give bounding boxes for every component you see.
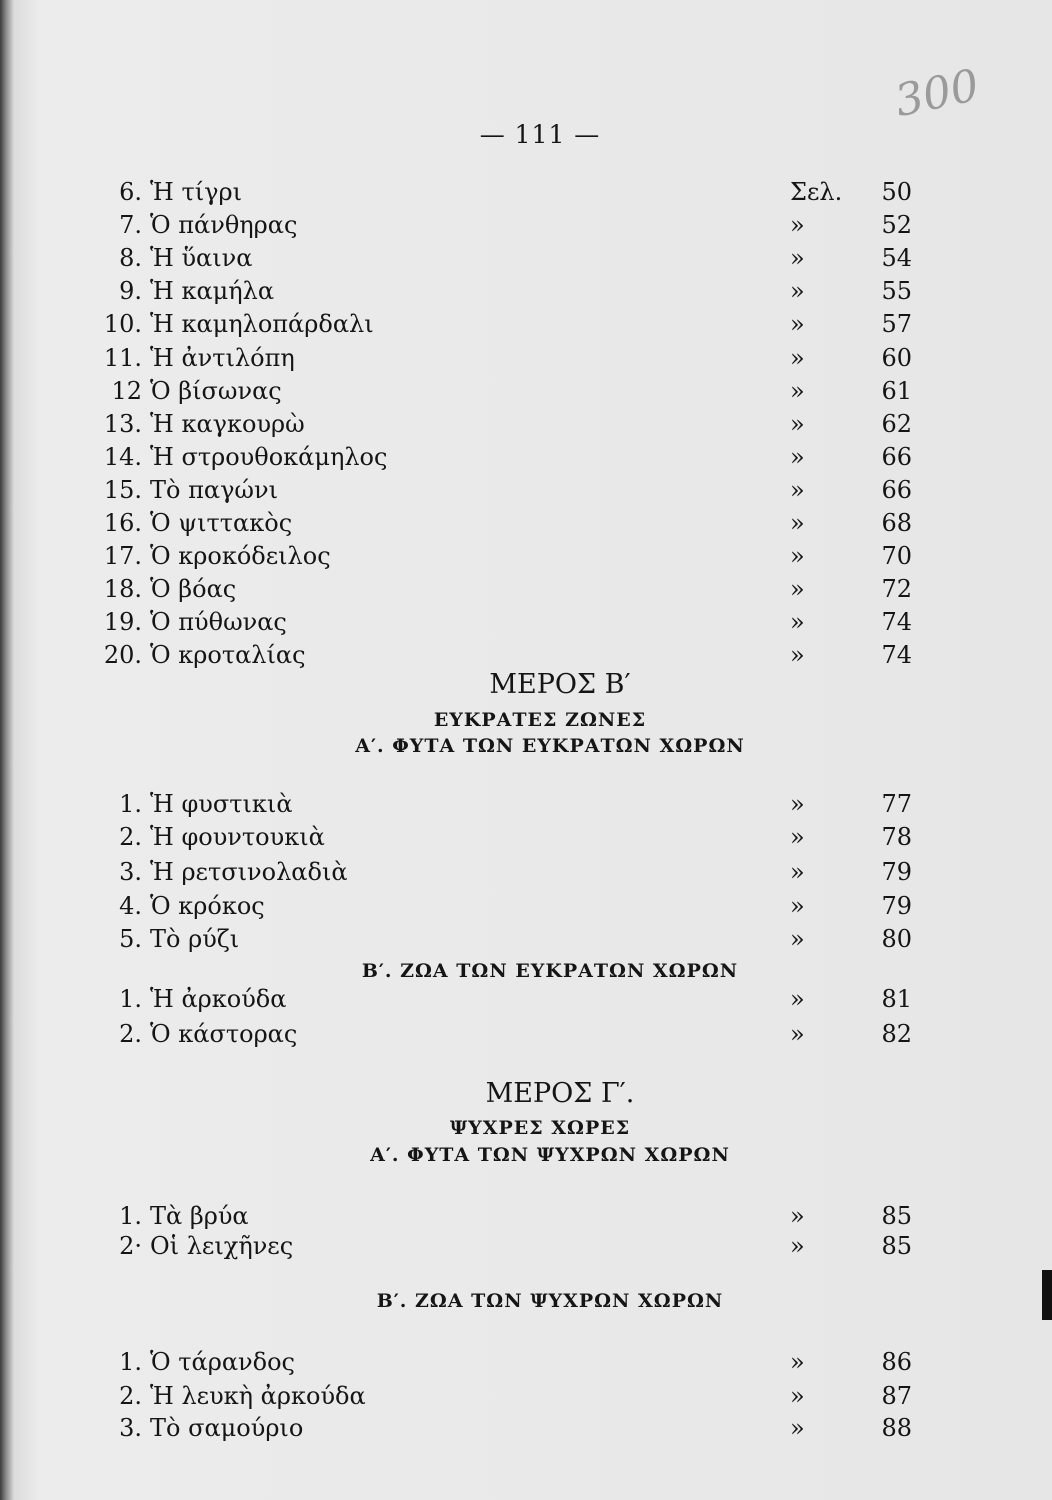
entry-page: 79: [881, 892, 912, 920]
entry-title: Ἡ ὕαινα: [150, 244, 253, 272]
entry-page: 80: [881, 925, 912, 953]
part-b-plants-heading: Α′. ΦΥΤΑ ΤΩΝ ΕΥΚΡΑΤΩΝ ΧΩΡΩΝ: [355, 735, 745, 757]
toc-entry: [0, 925, 1052, 955]
ditto-mark: »: [790, 823, 805, 851]
entry-number: 17.: [103, 542, 142, 570]
ditto-mark: »: [790, 1382, 805, 1410]
entry-title: Ἡ καμήλα: [150, 277, 275, 305]
entry-number: 1.: [119, 985, 142, 1013]
entry-number: 19.: [103, 608, 142, 636]
toc-entry: [0, 178, 1052, 208]
entry-title: Οἱ λειχῆνες: [150, 1232, 294, 1260]
entry-title: Ἡ καμηλοπάρδαλι: [150, 310, 374, 338]
entry-title: Ὁ τάρανδος: [150, 1348, 295, 1376]
entry-number: 13.: [103, 410, 142, 438]
part-c-subheading: ΨΥΧΡΕΣ ΧΩΡΕΣ: [449, 1117, 631, 1139]
entry-title: Ἡ στρουθοκάμηλος: [150, 443, 388, 471]
entry-title: Ἡ φυστικιὰ: [150, 790, 293, 818]
toc-entry: [0, 1020, 1052, 1050]
entry-number: 3.: [119, 858, 142, 886]
page-number: — 111 —: [479, 120, 601, 149]
entry-number: 16.: [103, 509, 142, 537]
ditto-mark: »: [790, 575, 805, 603]
toc-entry: [0, 1202, 1052, 1232]
ditto-mark: »: [790, 509, 805, 537]
entry-page: 61: [881, 377, 912, 405]
entry-number: 2.: [119, 1020, 142, 1048]
part-b-subheading: ΕΥΚΡΑΤΕΣ ΖΩΝΕΣ: [433, 709, 647, 731]
entry-title: Τὸ παγώνι: [150, 476, 278, 504]
entry-number: 12: [111, 377, 142, 405]
ditto-mark: »: [790, 542, 805, 570]
part-c-animals-heading: Β′. ΖΩΑ ΤΩΝ ΨΥΧΡΩΝ ΧΩΡΩΝ: [376, 1290, 724, 1312]
entry-title: Ὁ πύθωνας: [150, 608, 287, 636]
ditto-mark: »: [790, 1202, 805, 1230]
pencil-margin-note: 300: [890, 59, 984, 128]
entry-number: 5.: [119, 925, 142, 953]
entry-number: 15.: [103, 476, 142, 504]
ditto-mark: »: [790, 1348, 805, 1376]
entry-title: Τὰ βρύα: [150, 1202, 249, 1230]
toc-entry: [0, 542, 1052, 572]
ditto-mark: »: [790, 925, 805, 953]
toc-entry: [0, 509, 1052, 539]
toc-entry: [0, 858, 1052, 888]
entry-title: Ὁ κροκόδειλος: [150, 542, 331, 570]
toc-entry: [0, 641, 1052, 671]
entry-number: 18.: [103, 575, 142, 603]
entry-title: Ἡ ἀρκούδα: [150, 985, 287, 1013]
part-c-plants-heading: Α′. ΦΥΤΑ ΤΩΝ ΨΥΧΡΩΝ ΧΩΡΩΝ: [370, 1144, 730, 1166]
ditto-mark: »: [790, 277, 805, 305]
ditto-mark: »: [790, 608, 805, 636]
entry-page: 60: [881, 344, 912, 372]
entry-title: Ὁ βόας: [150, 575, 237, 603]
entry-number: 10.: [103, 310, 142, 338]
entry-page: 88: [881, 1414, 912, 1442]
ditto-mark: »: [790, 1414, 805, 1442]
part-b-animals-heading: Β′. ΖΩΑ ΤΩΝ ΕΥΚΡΑΤΩΝ ΧΩΡΩΝ: [361, 960, 739, 982]
entry-title: Ἡ ἀντιλόπη: [150, 344, 295, 372]
toc-entry: [0, 608, 1052, 638]
ditto-mark: »: [790, 443, 805, 471]
ditto-mark: »: [790, 377, 805, 405]
toc-entry: [0, 244, 1052, 274]
entry-number: 1.: [119, 790, 142, 818]
ditto-mark: »: [790, 1232, 805, 1260]
entry-page: 55: [881, 277, 912, 305]
ditto-mark: »: [790, 985, 805, 1013]
ditto-mark: »: [790, 1020, 805, 1048]
entry-page: 62: [881, 410, 912, 438]
toc-entry: [0, 476, 1052, 506]
entry-number: 2.: [119, 823, 142, 851]
entry-title: Ἡ ρετσινολαδιὰ: [150, 858, 348, 886]
entry-title: Ὁ πάνθηρας: [150, 211, 298, 239]
toc-entry: [0, 277, 1052, 307]
entry-title: Τὸ ρύζι: [150, 925, 240, 953]
entry-number: 9.: [119, 277, 142, 305]
entry-title: Ἡ καγκουρὼ: [150, 410, 305, 438]
toc-entry: [0, 377, 1052, 407]
entry-page: 54: [881, 244, 912, 272]
toc-entry: [0, 344, 1052, 374]
toc-entry: [0, 575, 1052, 605]
entry-page: 66: [881, 476, 912, 504]
ditto-mark: »: [790, 476, 805, 504]
entry-page: 77: [881, 790, 912, 818]
entry-title: Ὁ κρόκος: [150, 892, 265, 920]
entry-page: 79: [881, 858, 912, 886]
toc-entry: [0, 1414, 1052, 1444]
toc-entry: [0, 1348, 1052, 1378]
entry-page: 66: [881, 443, 912, 471]
entry-page: 82: [881, 1020, 912, 1048]
entry-number: 2·: [119, 1232, 142, 1260]
entry-number: 14.: [103, 443, 142, 471]
entry-title: Ὁ βίσωνας: [150, 377, 282, 405]
toc-entry: [0, 211, 1052, 241]
entry-page: 81: [881, 985, 912, 1013]
entry-title: Ὁ ψιττακὸς: [150, 509, 293, 537]
entry-number: 3.: [119, 1414, 142, 1442]
ditto-mark: »: [790, 790, 805, 818]
entry-page: 70: [881, 542, 912, 570]
entry-page: 85: [881, 1202, 912, 1230]
entry-number: 6.: [119, 178, 142, 206]
entry-page: 86: [881, 1348, 912, 1376]
toc-entry: [0, 1232, 1052, 1262]
entry-number: 8.: [119, 244, 142, 272]
entry-page: 50: [881, 178, 912, 206]
entry-page: 74: [881, 608, 912, 636]
entry-number: 4.: [119, 892, 142, 920]
part-c-heading: ΜΕΡΟΣ Γ′.: [485, 1078, 635, 1109]
entry-number: 1.: [119, 1202, 142, 1230]
ditto-mark: »: [790, 211, 805, 239]
entry-title: Ἡ τίγρι: [150, 178, 242, 206]
ditto-mark: »: [790, 244, 805, 272]
toc-entry: [0, 985, 1052, 1015]
entry-title: Ὁ κροταλίας: [150, 641, 306, 669]
ditto-mark: »: [790, 858, 805, 886]
entry-page: 78: [881, 823, 912, 851]
toc-entry: [0, 1382, 1052, 1412]
entry-number: 1.: [119, 1348, 142, 1376]
entry-page: 68: [881, 509, 912, 537]
toc-entry: [0, 823, 1052, 853]
toc-entry: [0, 892, 1052, 922]
entry-page: 87: [881, 1382, 912, 1410]
ditto-mark: »: [790, 310, 805, 338]
toc-entry: [0, 410, 1052, 440]
entry-page: 74: [881, 641, 912, 669]
part-b-heading: ΜΕΡΟΣ Β′: [489, 669, 631, 700]
toc-entry: [0, 790, 1052, 820]
ditto-mark: »: [790, 892, 805, 920]
page-label: Σελ.: [790, 178, 843, 206]
ditto-mark: »: [790, 641, 805, 669]
toc-entry: [0, 310, 1052, 340]
entry-number: 7.: [119, 211, 142, 239]
entry-page: 52: [881, 211, 912, 239]
entry-page: 85: [881, 1232, 912, 1260]
ditto-mark: »: [790, 344, 805, 372]
entry-title: Ἡ φουντουκιὰ: [150, 823, 325, 851]
entry-page: 72: [881, 575, 912, 603]
entry-number: 20.: [103, 641, 142, 669]
entry-page: 57: [881, 310, 912, 338]
entry-title: Ὁ κάστορας: [150, 1020, 298, 1048]
toc-entry: [0, 443, 1052, 473]
ditto-mark: »: [790, 410, 805, 438]
entry-title: Τὸ σαμούριο: [150, 1414, 304, 1442]
entry-number: 11.: [103, 344, 142, 372]
entry-title: Ἡ λευκὴ ἀρκούδα: [150, 1382, 366, 1410]
entry-number: 2.: [119, 1382, 142, 1410]
